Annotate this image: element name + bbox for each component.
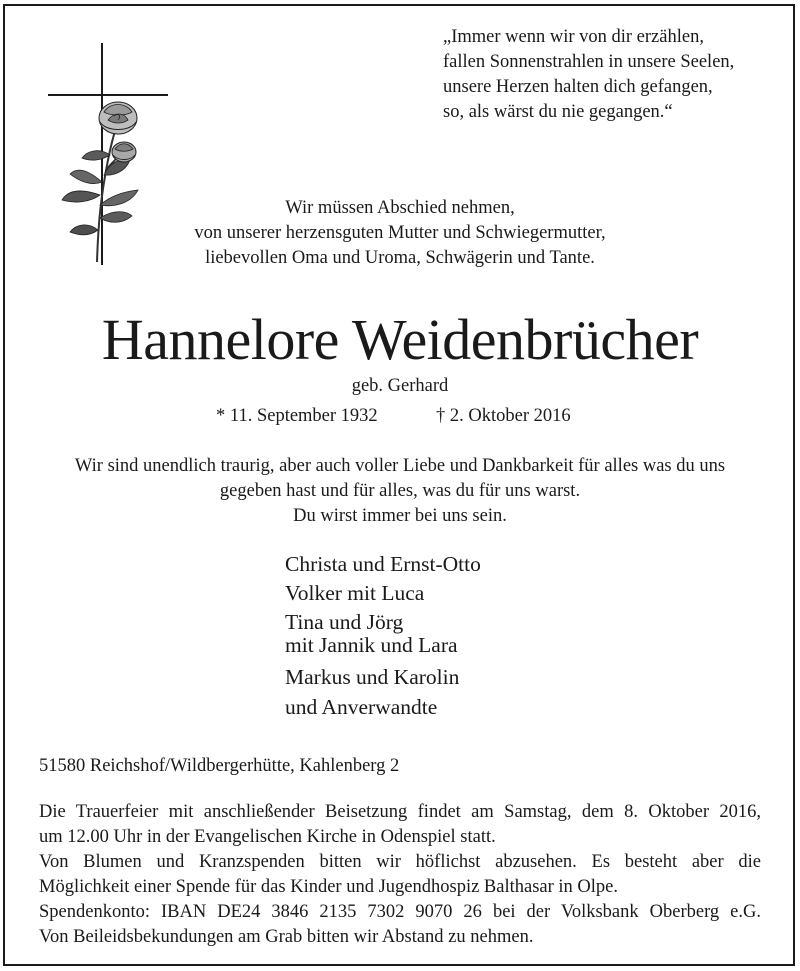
funeral-line: Spendenkonto: IBAN DE24 3846 2135 7302 9070 26 bei der Volksbank Oberberg e.G. xyxy=(39,902,761,922)
family-list xyxy=(285,550,481,722)
family-member: Volker mit Luca xyxy=(285,581,425,605)
funeral-line: Möglichkeit einer Spende für das Kinder und Jugendhospiz Balthasar in Olpe. xyxy=(39,877,619,897)
farewell-intro xyxy=(0,196,800,271)
birth-date: * 11. September 1932 xyxy=(216,406,378,426)
intro-line: von unserer herzensguten Mutter und Schwiegermutter, xyxy=(194,223,606,243)
quote-line: unsere Herzen halten dich gefangen, xyxy=(443,77,713,97)
funeral-line: Von Beileidsbekundungen am Grab bitten wir Abstand zu nehmen. xyxy=(39,927,534,947)
intro-line: liebevollen Oma und Uroma, Schwägerin und Tante. xyxy=(205,248,595,268)
family-member: Christa und Ernst-Otto xyxy=(285,552,481,576)
funeral-line: um 12.00 Uhr in der Evangelischen Kirche in Odenspiel statt. xyxy=(39,827,496,847)
funeral-line: Die Trauerfeier mit anschließender Beisetzung findet am Samstag, dem 8. Oktober 2016, xyxy=(39,802,761,822)
message-line: gegeben hast und für alles, was du für uns warst. xyxy=(219,481,581,501)
family-member: Tina und Jörg xyxy=(285,610,404,634)
message-line: Du wirst immer bei uns sein. xyxy=(293,506,507,526)
quote xyxy=(443,25,734,125)
funeral-info xyxy=(39,800,761,950)
address: 51580 Reichshof/Wildbergerhütte, Kahlenberg 2 xyxy=(39,756,400,776)
death-date: † 2. Oktober 2016 xyxy=(436,406,571,426)
family-member: und Anverwandte xyxy=(285,695,438,719)
mourning-message xyxy=(0,454,800,529)
quote-line: fallen Sonnenstrahlen in unsere Seelen, xyxy=(443,52,735,72)
deceased-name: Hannelore Weidenbrücher xyxy=(101,307,699,372)
message-line: Wir sind unendlich traurig, aber auch voller Liebe und Dankbarkeit für alles was du uns xyxy=(74,456,726,476)
quote-line: so, als wärst du nie gegangen.“ xyxy=(443,102,673,122)
funeral-line: Von Blumen und Kranzspenden bitten wir höflichst abzusehen. Es besteht aber die xyxy=(39,852,761,872)
family-member: mit Jannik und Lara xyxy=(285,633,458,657)
birth-name: geb. Gerhard xyxy=(351,376,449,396)
intro-line: Wir müssen Abschied nehmen, xyxy=(285,198,515,218)
family-member: Markus und Karolin xyxy=(285,665,460,689)
quote-line: „Immer wenn wir von dir erzählen, xyxy=(443,27,704,47)
